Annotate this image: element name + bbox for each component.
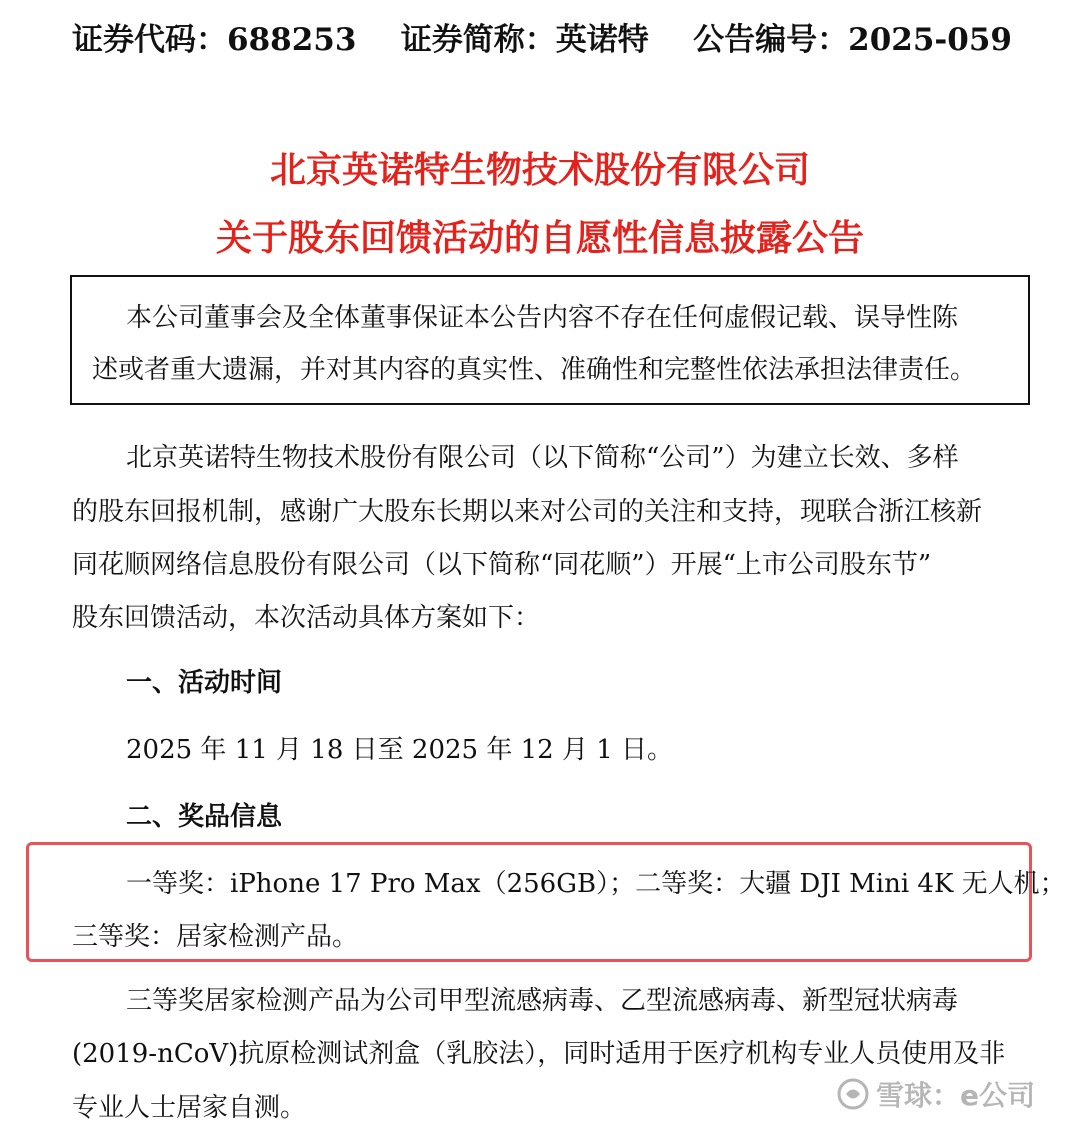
watermark-text: 雪球：e公司	[876, 1079, 1035, 1112]
prizes-line-2: 三等奖：居家检测产品。	[72, 922, 359, 952]
stock-code: 证券代码：688253	[72, 21, 357, 58]
intro-line-3: 同花顺网络信息股份有限公司（以下简称“同花顺”）开展“上市公司股东节”	[72, 550, 932, 580]
section-heading-time: 一、活动时间	[126, 668, 283, 698]
stock-short-name: 证券简称：英诺特	[400, 21, 649, 58]
section-heading-prizes: 二、奖品信息	[126, 802, 283, 832]
company-title: 北京英诺特生物技术股份有限公司	[269, 150, 810, 191]
watermark	[836, 1072, 1062, 1116]
intro-line-1: 北京英诺特生物技术股份有限公司（以下简称“公司”）为建立长效、多样	[126, 443, 959, 473]
prize-desc-line-1: 三等奖居家检测产品为公司甲型流感病毒、乙型流感病毒、新型冠状病毒	[126, 986, 959, 1016]
announcement-title: 关于股东回馈活动的自愿性信息披露公告	[215, 218, 864, 259]
intro-line-2: 的股东回报机制，感谢广大股东长期以来对公司的关注和支持，现联合浙江核新	[72, 497, 983, 527]
activity-dates: 2025 年 11 月 18 日至 2025 年 12 月 1 日。	[126, 735, 674, 765]
prize-desc-line-2: (2019-nCoV)抗原检测试剂盒（乳胶法），同时适用于医疗机构专业人员使用及非	[72, 1039, 1006, 1069]
intro-line-4: 股东回馈活动，本次活动具体方案如下：	[72, 603, 541, 633]
statement-line-1: 本公司董事会及全体董事保证本公告内容不存在任何虚假记载、误导性陈	[126, 303, 959, 333]
document-header	[72, 14, 1012, 58]
prize-desc-line-3: 专业人士居家自测。	[72, 1093, 307, 1123]
snowball-logo-icon	[836, 1077, 870, 1111]
prizes-line-1: 一等奖：iPhone 17 Pro Max（256GB）；二等奖：大疆 DJI Mini 4K 无人机；	[126, 869, 1066, 899]
statement-line-2: 述或者重大遗漏，并对其内容的真实性、准确性和完整性依法承担法律责任。	[92, 355, 977, 385]
announcement-number: 公告编号：2025-059	[693, 21, 1012, 58]
